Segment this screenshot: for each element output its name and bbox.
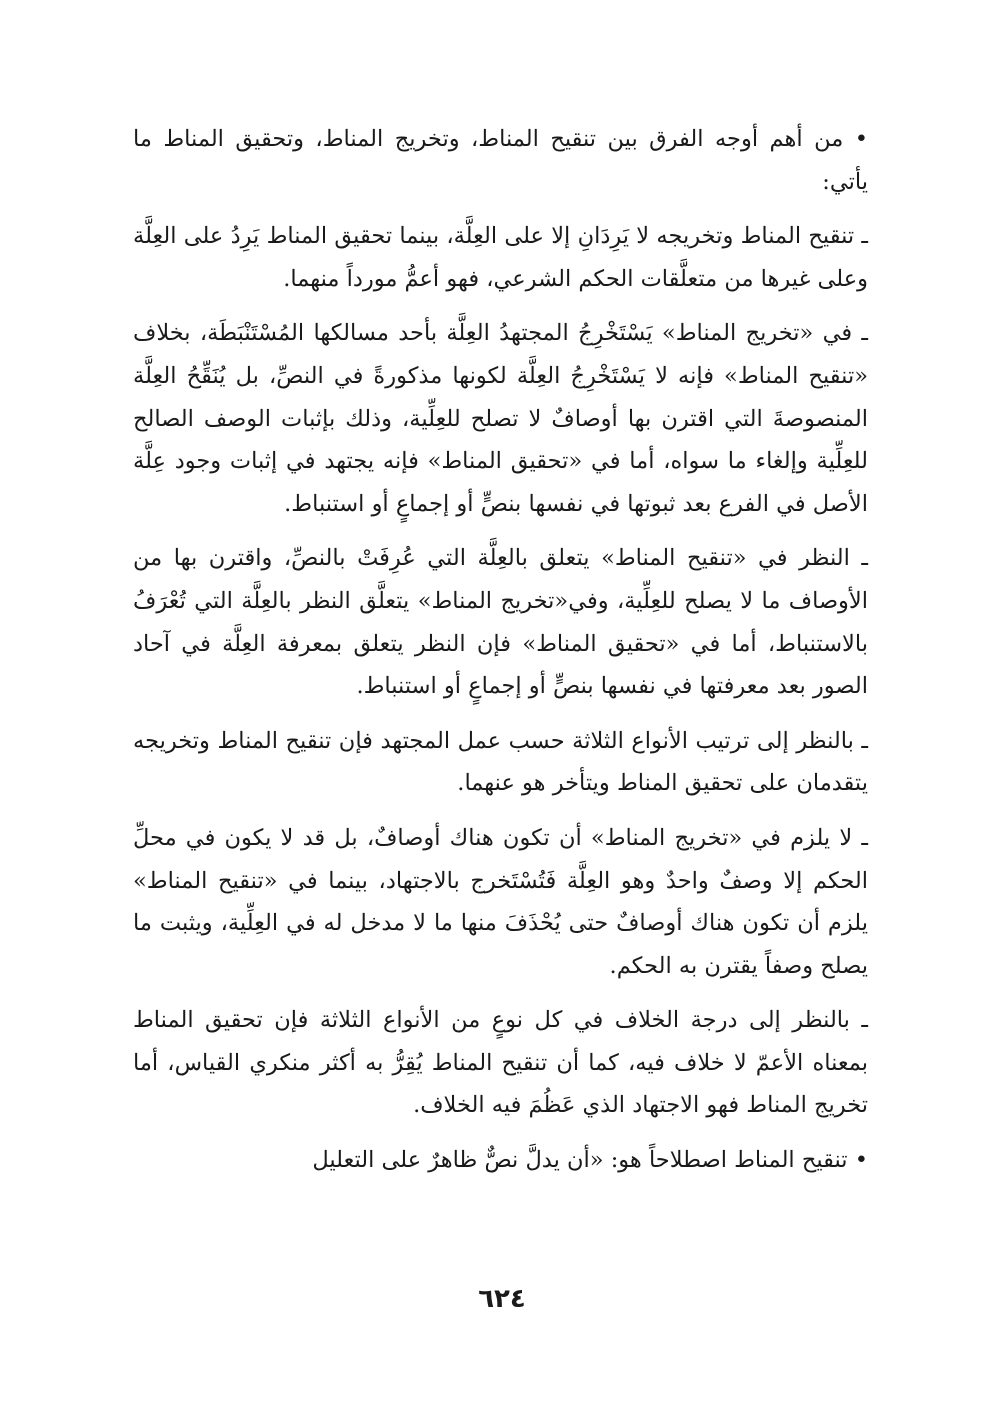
page-number: ٦٢٤ bbox=[478, 1284, 526, 1314]
paragraph-consideration-difference: ـ النظر في «تنقيح المناط» يتعلق بالعِلَّة التي عُرِفَتْ بالنصِّ، واقترن بها من الأوصاف ما لا يصلح للعِلِّية، وفي«تخريج المناط» يتعلَّق النظر بالعِلَّة التي تُعْرَفُ بالاستنباط، أما في «تحقيق المناط» فإن النظر يتعلق بمعرفة العِلَّة في آحاد الصور بعد معرفتها في نفسها بنصٍّ أو إجماعٍ أو استنباط. bbox=[133, 545, 868, 700]
page-body-text bbox=[133, 118, 868, 1194]
paragraph-disagreement-difference: ـ بالنظر إلى درجة الخلاف في كل نوعٍ من الأنواع الثلاثة فإن تحقيق المناط بمعناه الأعمّ لا خلاف فيه، كما أن تنقيح المناط يُقِرُّ به أكثر منكري القياس، أما تخريج المناط فهو الاجتهاد الذي عَظُمَ فيه الخلاف. bbox=[133, 1007, 868, 1119]
bullet-paragraph-definition: • تنقيح المناط اصطلاحاً هو: «أن يدلَّ نصٌّ ظاهرٌ على التعليل bbox=[312, 1147, 868, 1174]
bullet-paragraph-differences-intro: • من أهم أوجه الفرق بين تنقيح المناط، وتخريج المناط، وتحقيق المناط ما يأتي: bbox=[133, 126, 868, 195]
paragraph-attributes-difference: ـ لا يلزم في «تخريج المناط» أن تكون هناك أوصافٌ، بل قد لا يكون في محلِّ الحكم إلا وصفٌ واحدٌ وهو العِلَّة فَتُسْتَخرج بالاجتهاد، بينما في «تنقيح المناط» يلزم أن تكون هناك أوصافٌ حتى يُحْذَفَ منها ما لا مدخل له في العِلِّية، ويثبت ما يصلح وصفاً يقترن به الحكم. bbox=[133, 824, 869, 979]
paragraph-extraction-difference: ـ في «تخريج المناط» يَسْتَخْرِجُ المجتهدُ العِلَّة بأحد مسالكها المُسْتَنْبَطَة، بخلاف «تنقيح المناط» فإنه لا يَسْتَخْرِجُ العِلَّة لكونها مذكورةً في النصِّ، بل يُنَقِّحُ العِلَّة المنصوصةَ التي اقترن بها أوصافٌ لا تصلح للعِلِّية، وذلك بإثبات الوصف الصالح للعِلِّية وإلغاء ما سواه، أما في «تحقيق المناط» فإنه يجتهد في إثبات وجود عِلَّة الأصل في الفرع بعد ثبوتها في نفسها بنصٍّ أو إجماعٍ أو استنباط. bbox=[133, 320, 868, 517]
paragraph-order-difference: ـ بالنظر إلى ترتيب الأنواع الثلاثة حسب عمل المجتهد فإن تنقيح المناط وتخريجه يتقدمان على تحقيق المناط ويتأخر هو عنهما. bbox=[133, 727, 868, 797]
paragraph-scope-difference: ـ تنقيح المناط وتخريجه لا يَرِدَانِ إلا على العِلَّة، بينما تحقيق المناط يَرِدُ على العِلَّة وعلى غيرها من متعلَّقات الحكم الشرعي، فهو أعمُّ مورداً منهما. bbox=[133, 223, 868, 292]
